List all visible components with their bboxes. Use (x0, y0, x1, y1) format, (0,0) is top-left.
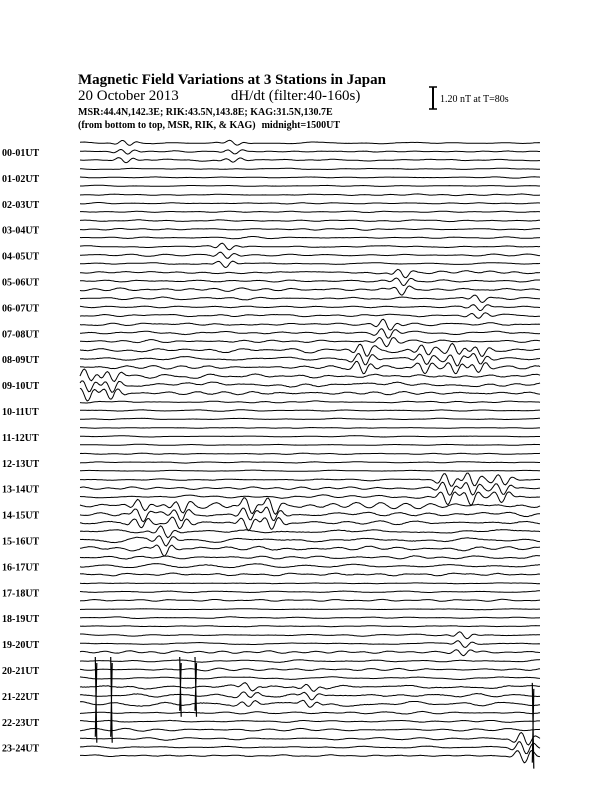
trace-rik-hour-21 (80, 692, 540, 700)
hour-label: 12-13UT (2, 458, 40, 470)
scale-label: 1.20 nT at T=80s (440, 94, 509, 105)
trace-rik-hour-12 (80, 462, 540, 463)
station-coordinates: MSR:44.4N,142.3E; RIK:43.5N,143.8E; KAG:31.5N,130.7E (78, 107, 333, 118)
trace-rik-hour-8 (80, 354, 540, 366)
trace-msr-hour-0 (80, 158, 540, 163)
trace-msr-hour-14 (80, 517, 540, 531)
trace-msr-hour-7 (80, 338, 540, 347)
trace-kag-hour-1 (80, 168, 540, 169)
trace-msr-hour-17 (80, 599, 540, 601)
station-order-note: (from bottom to top, MSR, RIK, & KAG) (78, 120, 256, 131)
trace-kag-hour-20 (80, 660, 540, 663)
trace-kag-hour-7 (80, 319, 540, 330)
hour-label: 05-06UT (2, 277, 40, 289)
trace-kag-hour-12 (80, 453, 540, 454)
trace-rik-hour-20 (80, 668, 540, 671)
hour-label: 04-05UT (2, 251, 40, 263)
trace-msr-hour-10 (80, 418, 540, 419)
hour-label: 15-16UT (2, 536, 40, 548)
trace-kag-hour-16 (80, 556, 540, 560)
trace-kag-hour-9 (80, 369, 540, 382)
spike-mark (195, 657, 197, 717)
hour-label: 22-23UT (2, 717, 40, 729)
trace-msr-hour-8 (80, 361, 540, 373)
trace-kag-hour-8 (80, 343, 540, 356)
trace-rik-hour-1 (80, 177, 540, 178)
spike-mark (111, 657, 113, 743)
trace-kag-hour-13 (80, 473, 540, 486)
trace-msr-hour-11 (80, 444, 540, 445)
hour-label: 01-02UT (2, 173, 40, 185)
trace-rik-hour-19 (80, 641, 540, 648)
hour-label: 17-18UT (2, 588, 40, 600)
hour-label: 18-19UT (2, 614, 40, 626)
trace-kag-hour-22 (80, 711, 540, 714)
trace-kag-hour-23 (80, 733, 540, 746)
trace-kag-hour-19 (80, 632, 540, 639)
trace-rik-hour-13 (80, 482, 540, 495)
spike-mark (180, 657, 182, 717)
midnight-note: midnight=1500UT (261, 120, 341, 131)
hour-label: 02-03UT (2, 199, 40, 211)
trace-rik-hour-22 (80, 720, 540, 722)
hour-label: 07-08UT (2, 329, 40, 341)
trace-kag-hour-18 (80, 609, 540, 610)
hour-label: 06-07UT (2, 303, 40, 315)
trace-kag-hour-15 (80, 526, 540, 538)
trace-rik-hour-7 (80, 329, 540, 338)
hour-label: 19-20UT (2, 640, 40, 652)
trace-msr-hour-1 (80, 185, 540, 186)
trace-msr-hour-18 (80, 626, 540, 627)
trace-msr-hour-21 (80, 700, 540, 707)
hour-label: 23-24UT (2, 743, 40, 755)
hour-label: 21-22UT (2, 691, 40, 703)
trace-rik-hour-11 (80, 436, 540, 437)
trace-msr-hour-20 (80, 677, 540, 680)
trace-msr-hour-16 (80, 573, 540, 576)
trace-kag-hour-6 (80, 295, 540, 302)
trace-rik-hour-2 (80, 203, 540, 205)
trace-rik-hour-0 (80, 150, 540, 155)
hour-label: 09-10UT (2, 381, 40, 393)
hour-label: 13-14UT (2, 484, 40, 496)
hour-label: 20-21UT (2, 666, 40, 677)
trace-kag-hour-3 (80, 220, 540, 222)
hour-label: 10-11UT (2, 407, 39, 418)
trace-kag-hour-4 (80, 243, 540, 250)
chart-date: 20 October 2013 (78, 88, 179, 104)
trace-kag-hour-5 (80, 269, 540, 277)
trace-msr-hour-6 (80, 313, 540, 318)
trace-rik-hour-4 (80, 252, 540, 258)
trace-rik-hour-15 (80, 536, 540, 546)
trace-rik-hour-9 (80, 381, 540, 392)
trace-msr-hour-3 (80, 237, 540, 239)
trace-kag-hour-21 (80, 683, 540, 692)
hour-label: 00-01UT (2, 148, 40, 159)
trace-msr-hour-4 (80, 261, 540, 267)
trace-msr-hour-12 (80, 470, 540, 471)
trace-msr-hour-23 (80, 751, 540, 763)
trace-msr-hour-2 (80, 211, 540, 212)
hour-label: 08-09UT (2, 355, 40, 367)
hour-label: 14-15UT (2, 510, 40, 522)
trace-kag-hour-0 (80, 140, 540, 145)
trace-rik-hour-5 (80, 278, 540, 286)
trace-rik-hour-3 (80, 229, 540, 231)
trace-kag-hour-11 (80, 428, 540, 429)
trace-rik-hour-17 (80, 591, 540, 593)
trace-rik-hour-18 (80, 617, 540, 619)
trace-msr-hour-19 (80, 650, 540, 656)
trace-kag-hour-17 (80, 583, 540, 584)
chart-title: Magnetic Field Variations at 3 Stations in Japan (78, 72, 386, 88)
trace-msr-hour-22 (80, 728, 540, 731)
quantity-label: dH/dt (filter:40-160s) (230, 88, 361, 104)
trace-msr-hour-5 (80, 286, 540, 295)
trace-rik-hour-10 (80, 410, 540, 412)
hour-label: 03-04UT (2, 225, 40, 237)
hour-label: 11-12UT (2, 432, 39, 444)
hour-label: 16-17UT (2, 562, 40, 574)
spike-mark (532, 683, 534, 769)
trace-kag-hour-2 (80, 194, 540, 196)
trace-kag-hour-10 (80, 401, 540, 403)
trace-msr-hour-9 (80, 388, 540, 401)
trace-rik-hour-23 (80, 742, 540, 754)
trace-msr-hour-13 (80, 492, 540, 505)
trace-rik-hour-16 (80, 564, 540, 568)
spike-mark (95, 657, 97, 743)
trace-rik-hour-14 (80, 507, 540, 522)
trace-msr-hour-15 (80, 545, 540, 556)
trace-rik-hour-6 (80, 305, 540, 311)
